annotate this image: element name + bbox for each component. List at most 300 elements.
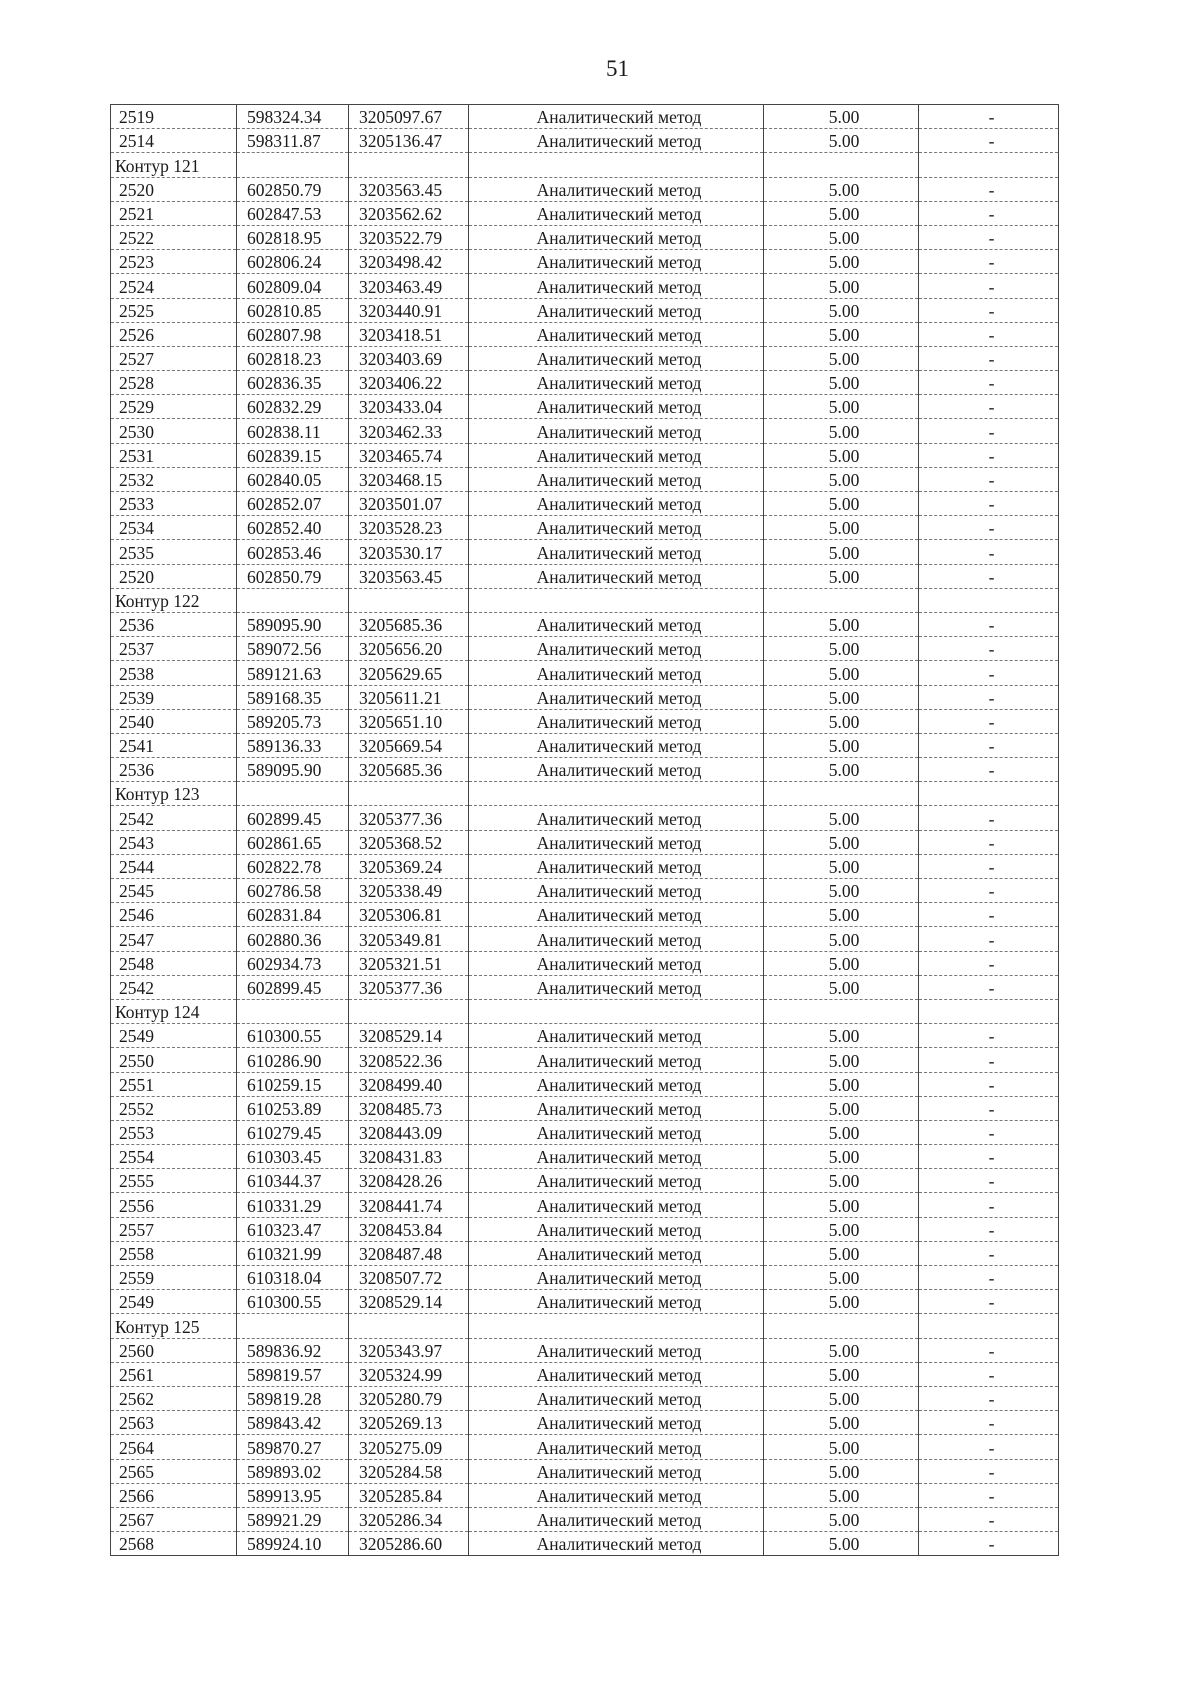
accuracy-cell: 5.00	[764, 854, 919, 878]
extra-cell: -	[919, 709, 1059, 733]
method-cell: Аналитический метод	[469, 492, 764, 516]
x-coordinate: 602832.29	[237, 395, 349, 419]
x-coordinate: 589121.63	[237, 661, 349, 685]
accuracy-cell: 5.00	[764, 1507, 919, 1531]
y-coordinate: 3208441.74	[349, 1193, 469, 1217]
extra-cell: -	[919, 951, 1059, 975]
method-cell: Аналитический метод	[469, 443, 764, 467]
y-coordinate: 3205669.54	[349, 733, 469, 757]
method-cell: Аналитический метод	[469, 225, 764, 249]
method-cell: Аналитический метод	[469, 1072, 764, 1096]
table-row	[111, 1145, 1059, 1169]
accuracy-cell: 5.00	[764, 1483, 919, 1507]
x-coordinate: 602861.65	[237, 830, 349, 854]
accuracy-cell: 5.00	[764, 661, 919, 685]
x-coordinate: 602836.35	[237, 371, 349, 395]
accuracy-cell: 5.00	[764, 1120, 919, 1144]
x-coordinate: 602831.84	[237, 903, 349, 927]
x-coordinate: 589921.29	[237, 1507, 349, 1531]
x-coordinate: 602809.04	[237, 274, 349, 298]
empty-cell	[764, 999, 919, 1023]
y-coordinate: 3208507.72	[349, 1266, 469, 1290]
extra-cell: -	[919, 1048, 1059, 1072]
point-number: 2525	[111, 298, 237, 322]
extra-cell: -	[919, 806, 1059, 830]
empty-cell	[919, 588, 1059, 612]
x-coordinate: 602786.58	[237, 879, 349, 903]
table-row	[111, 1435, 1059, 1459]
accuracy-cell: 5.00	[764, 951, 919, 975]
table-row	[111, 806, 1059, 830]
accuracy-cell: 5.00	[764, 467, 919, 491]
x-coordinate: 589870.27	[237, 1435, 349, 1459]
y-coordinate: 3205338.49	[349, 879, 469, 903]
x-coordinate: 610279.45	[237, 1120, 349, 1144]
x-coordinate: 589893.02	[237, 1459, 349, 1483]
x-coordinate: 602839.15	[237, 443, 349, 467]
extra-cell: -	[919, 298, 1059, 322]
extra-cell: -	[919, 419, 1059, 443]
extra-cell: -	[919, 685, 1059, 709]
x-coordinate: 589819.57	[237, 1362, 349, 1386]
x-coordinate: 602850.79	[237, 564, 349, 588]
accuracy-cell: 5.00	[764, 806, 919, 830]
x-coordinate: 610300.55	[237, 1290, 349, 1314]
point-number: 2536	[111, 612, 237, 636]
y-coordinate: 3205285.84	[349, 1483, 469, 1507]
table-row	[111, 1386, 1059, 1410]
table-row	[111, 1532, 1059, 1556]
method-cell: Аналитический метод	[469, 274, 764, 298]
method-cell: Аналитический метод	[469, 177, 764, 201]
x-coordinate: 610259.15	[237, 1072, 349, 1096]
method-cell: Аналитический метод	[469, 637, 764, 661]
accuracy-cell: 5.00	[764, 733, 919, 757]
point-number: 2542	[111, 975, 237, 999]
extra-cell: -	[919, 612, 1059, 636]
y-coordinate: 3205343.97	[349, 1338, 469, 1362]
y-coordinate: 3203530.17	[349, 540, 469, 564]
accuracy-cell: 5.00	[764, 1241, 919, 1265]
accuracy-cell: 5.00	[764, 1290, 919, 1314]
x-coordinate: 602807.98	[237, 322, 349, 346]
y-coordinate: 3205321.51	[349, 951, 469, 975]
empty-cell	[349, 153, 469, 177]
point-number: 2539	[111, 685, 237, 709]
point-number: 2550	[111, 1048, 237, 1072]
point-number: 2527	[111, 346, 237, 370]
point-number: 2542	[111, 806, 237, 830]
x-coordinate: 602818.23	[237, 346, 349, 370]
table-row	[111, 1169, 1059, 1193]
contour-name: Контур 121	[111, 153, 237, 177]
point-number: 2544	[111, 854, 237, 878]
x-coordinate: 589095.90	[237, 758, 349, 782]
table-row	[111, 1266, 1059, 1290]
y-coordinate: 3205306.81	[349, 903, 469, 927]
method-cell: Аналитический метод	[469, 516, 764, 540]
method-cell: Аналитический метод	[469, 975, 764, 999]
table-row	[111, 830, 1059, 854]
method-cell: Аналитический метод	[469, 1145, 764, 1169]
y-coordinate: 3205349.81	[349, 927, 469, 951]
method-cell: Аналитический метод	[469, 1507, 764, 1531]
point-number: 2559	[111, 1266, 237, 1290]
method-cell: Аналитический метод	[469, 1386, 764, 1410]
y-coordinate: 3203468.15	[349, 467, 469, 491]
table-row	[111, 1362, 1059, 1386]
accuracy-cell: 5.00	[764, 1096, 919, 1120]
x-coordinate: 610300.55	[237, 1024, 349, 1048]
y-coordinate: 3208453.84	[349, 1217, 469, 1241]
method-cell: Аналитический метод	[469, 1483, 764, 1507]
empty-cell	[237, 999, 349, 1023]
contour-name: Контур 125	[111, 1314, 237, 1338]
point-number: 2562	[111, 1386, 237, 1410]
empty-cell	[349, 588, 469, 612]
x-coordinate: 598324.34	[237, 105, 349, 129]
extra-cell: -	[919, 637, 1059, 661]
x-coordinate: 602899.45	[237, 975, 349, 999]
y-coordinate: 3208487.48	[349, 1241, 469, 1265]
x-coordinate: 602810.85	[237, 298, 349, 322]
point-number: 2520	[111, 177, 237, 201]
method-cell: Аналитический метод	[469, 1024, 764, 1048]
y-coordinate: 3203440.91	[349, 298, 469, 322]
y-coordinate: 3208431.83	[349, 1145, 469, 1169]
table-row	[111, 661, 1059, 685]
contour-name: Контур 122	[111, 588, 237, 612]
table-row	[111, 1120, 1059, 1144]
point-number: 2556	[111, 1193, 237, 1217]
x-coordinate: 610323.47	[237, 1217, 349, 1241]
point-number: 2563	[111, 1411, 237, 1435]
point-number: 2566	[111, 1483, 237, 1507]
table-row	[111, 1096, 1059, 1120]
accuracy-cell: 5.00	[764, 709, 919, 733]
contour-header-row	[111, 1314, 1059, 1338]
extra-cell: -	[919, 105, 1059, 129]
x-coordinate: 610344.37	[237, 1169, 349, 1193]
extra-cell: -	[919, 177, 1059, 201]
accuracy-cell: 5.00	[764, 1145, 919, 1169]
empty-cell	[764, 782, 919, 806]
y-coordinate: 3205286.34	[349, 1507, 469, 1531]
table-row	[111, 1024, 1059, 1048]
y-coordinate: 3203406.22	[349, 371, 469, 395]
extra-cell: -	[919, 879, 1059, 903]
table-row	[111, 1459, 1059, 1483]
y-coordinate: 3205368.52	[349, 830, 469, 854]
method-cell: Аналитический метод	[469, 1435, 764, 1459]
point-number: 2568	[111, 1532, 237, 1556]
accuracy-cell: 5.00	[764, 395, 919, 419]
extra-cell: -	[919, 1024, 1059, 1048]
y-coordinate: 3203562.62	[349, 201, 469, 225]
point-number: 2533	[111, 492, 237, 516]
extra-cell: -	[919, 564, 1059, 588]
method-cell: Аналитический метод	[469, 612, 764, 636]
x-coordinate: 602852.40	[237, 516, 349, 540]
x-coordinate: 589205.73	[237, 709, 349, 733]
x-coordinate: 589095.90	[237, 612, 349, 636]
empty-cell	[764, 1314, 919, 1338]
point-number: 2538	[111, 661, 237, 685]
x-coordinate: 598311.87	[237, 129, 349, 153]
extra-cell: -	[919, 1290, 1059, 1314]
extra-cell: -	[919, 927, 1059, 951]
table-row	[111, 346, 1059, 370]
x-coordinate: 602852.07	[237, 492, 349, 516]
table-row	[111, 733, 1059, 757]
x-coordinate: 602850.79	[237, 177, 349, 201]
accuracy-cell: 5.00	[764, 201, 919, 225]
table-row	[111, 1290, 1059, 1314]
y-coordinate: 3205611.21	[349, 685, 469, 709]
table-row	[111, 225, 1059, 249]
accuracy-cell: 5.00	[764, 1362, 919, 1386]
point-number: 2540	[111, 709, 237, 733]
accuracy-cell: 5.00	[764, 903, 919, 927]
extra-cell: -	[919, 467, 1059, 491]
empty-cell	[469, 153, 764, 177]
point-number: 2535	[111, 540, 237, 564]
extra-cell: -	[919, 250, 1059, 274]
method-cell: Аналитический метод	[469, 709, 764, 733]
accuracy-cell: 5.00	[764, 1266, 919, 1290]
extra-cell: -	[919, 1266, 1059, 1290]
y-coordinate: 3205651.10	[349, 709, 469, 733]
extra-cell: -	[919, 661, 1059, 685]
point-number: 2549	[111, 1290, 237, 1314]
method-cell: Аналитический метод	[469, 250, 764, 274]
point-number: 2536	[111, 758, 237, 782]
method-cell: Аналитический метод	[469, 1532, 764, 1556]
point-number: 2557	[111, 1217, 237, 1241]
method-cell: Аналитический метод	[469, 1217, 764, 1241]
y-coordinate: 3208485.73	[349, 1096, 469, 1120]
point-number: 2564	[111, 1435, 237, 1459]
method-cell: Аналитический метод	[469, 830, 764, 854]
point-number: 2565	[111, 1459, 237, 1483]
empty-cell	[349, 1314, 469, 1338]
point-number: 2514	[111, 129, 237, 153]
method-cell: Аналитический метод	[469, 1241, 764, 1265]
x-coordinate: 589168.35	[237, 685, 349, 709]
contour-name: Контур 124	[111, 999, 237, 1023]
table-row	[111, 492, 1059, 516]
y-coordinate: 3205629.65	[349, 661, 469, 685]
y-coordinate: 3203463.49	[349, 274, 469, 298]
extra-cell: -	[919, 903, 1059, 927]
accuracy-cell: 5.00	[764, 419, 919, 443]
extra-cell: -	[919, 322, 1059, 346]
point-number: 2530	[111, 419, 237, 443]
page-number: 51	[606, 56, 629, 81]
accuracy-cell: 5.00	[764, 1411, 919, 1435]
extra-cell: -	[919, 516, 1059, 540]
table-row	[111, 927, 1059, 951]
extra-cell: -	[919, 129, 1059, 153]
extra-cell: -	[919, 1217, 1059, 1241]
table-row	[111, 129, 1059, 153]
coordinates-table	[110, 104, 1059, 1556]
point-number: 2531	[111, 443, 237, 467]
method-cell: Аналитический метод	[469, 298, 764, 322]
accuracy-cell: 5.00	[764, 1193, 919, 1217]
point-number: 2551	[111, 1072, 237, 1096]
x-coordinate: 610253.89	[237, 1096, 349, 1120]
y-coordinate: 3203462.33	[349, 419, 469, 443]
y-coordinate: 3205280.79	[349, 1386, 469, 1410]
point-number: 2560	[111, 1338, 237, 1362]
method-cell: Аналитический метод	[469, 661, 764, 685]
table-row	[111, 1411, 1059, 1435]
empty-cell	[469, 588, 764, 612]
y-coordinate: 3203528.23	[349, 516, 469, 540]
x-coordinate: 602899.45	[237, 806, 349, 830]
point-number: 2541	[111, 733, 237, 757]
method-cell: Аналитический метод	[469, 467, 764, 491]
extra-cell: -	[919, 1120, 1059, 1144]
table-row	[111, 758, 1059, 782]
y-coordinate: 3203522.79	[349, 225, 469, 249]
extra-cell: -	[919, 492, 1059, 516]
table-row	[111, 419, 1059, 443]
y-coordinate: 3205685.36	[349, 612, 469, 636]
y-coordinate: 3205377.36	[349, 975, 469, 999]
empty-cell	[237, 153, 349, 177]
point-number: 2552	[111, 1096, 237, 1120]
table-row	[111, 1241, 1059, 1265]
y-coordinate: 3205284.58	[349, 1459, 469, 1483]
method-cell: Аналитический метод	[469, 129, 764, 153]
empty-cell	[237, 588, 349, 612]
point-number: 2532	[111, 467, 237, 491]
extra-cell: -	[919, 1459, 1059, 1483]
extra-cell: -	[919, 346, 1059, 370]
accuracy-cell: 5.00	[764, 105, 919, 129]
point-number: 2519	[111, 105, 237, 129]
table-row	[111, 1048, 1059, 1072]
point-number: 2523	[111, 250, 237, 274]
table-row	[111, 443, 1059, 467]
extra-cell: -	[919, 1096, 1059, 1120]
table-row	[111, 903, 1059, 927]
accuracy-cell: 5.00	[764, 274, 919, 298]
table-row	[111, 975, 1059, 999]
y-coordinate: 3205269.13	[349, 1411, 469, 1435]
method-cell: Аналитический метод	[469, 1338, 764, 1362]
contour-header-row	[111, 782, 1059, 806]
accuracy-cell: 5.00	[764, 1435, 919, 1459]
extra-cell: -	[919, 1483, 1059, 1507]
x-coordinate: 589819.28	[237, 1386, 349, 1410]
x-coordinate: 589072.56	[237, 637, 349, 661]
point-number: 2529	[111, 395, 237, 419]
extra-cell: -	[919, 1507, 1059, 1531]
method-cell: Аналитический метод	[469, 1048, 764, 1072]
accuracy-cell: 5.00	[764, 1217, 919, 1241]
method-cell: Аналитический метод	[469, 1290, 764, 1314]
contour-header-row	[111, 999, 1059, 1023]
point-number: 2543	[111, 830, 237, 854]
y-coordinate: 3208428.26	[349, 1169, 469, 1193]
table-row	[111, 709, 1059, 733]
y-coordinate: 3203563.45	[349, 564, 469, 588]
y-coordinate: 3203418.51	[349, 322, 469, 346]
method-cell: Аналитический метод	[469, 1193, 764, 1217]
extra-cell: -	[919, 1411, 1059, 1435]
y-coordinate: 3205685.36	[349, 758, 469, 782]
method-cell: Аналитический метод	[469, 806, 764, 830]
x-coordinate: 610321.99	[237, 1241, 349, 1265]
method-cell: Аналитический метод	[469, 419, 764, 443]
table-row	[111, 177, 1059, 201]
extra-cell: -	[919, 274, 1059, 298]
y-coordinate: 3205286.60	[349, 1532, 469, 1556]
point-number: 2561	[111, 1362, 237, 1386]
y-coordinate: 3205275.09	[349, 1435, 469, 1459]
x-coordinate: 602934.73	[237, 951, 349, 975]
method-cell: Аналитический метод	[469, 564, 764, 588]
accuracy-cell: 5.00	[764, 371, 919, 395]
point-number: 2567	[111, 1507, 237, 1531]
table-row	[111, 201, 1059, 225]
x-coordinate: 602838.11	[237, 419, 349, 443]
extra-cell: -	[919, 1169, 1059, 1193]
accuracy-cell: 5.00	[764, 1024, 919, 1048]
method-cell: Аналитический метод	[469, 903, 764, 927]
extra-cell: -	[919, 1386, 1059, 1410]
method-cell: Аналитический метод	[469, 879, 764, 903]
accuracy-cell: 5.00	[764, 637, 919, 661]
y-coordinate: 3205656.20	[349, 637, 469, 661]
accuracy-cell: 5.00	[764, 830, 919, 854]
table-row	[111, 1507, 1059, 1531]
accuracy-cell: 5.00	[764, 346, 919, 370]
y-coordinate: 3208499.40	[349, 1072, 469, 1096]
point-number: 2555	[111, 1169, 237, 1193]
contour-name: Контур 123	[111, 782, 237, 806]
empty-cell	[469, 782, 764, 806]
table-row	[111, 540, 1059, 564]
x-coordinate: 610318.04	[237, 1266, 349, 1290]
y-coordinate: 3203498.42	[349, 250, 469, 274]
y-coordinate: 3208443.09	[349, 1120, 469, 1144]
empty-cell	[764, 588, 919, 612]
y-coordinate: 3205324.99	[349, 1362, 469, 1386]
table-row	[111, 371, 1059, 395]
accuracy-cell: 5.00	[764, 1532, 919, 1556]
extra-cell: -	[919, 201, 1059, 225]
empty-cell	[764, 153, 919, 177]
table-row	[111, 637, 1059, 661]
accuracy-cell: 5.00	[764, 1386, 919, 1410]
method-cell: Аналитический метод	[469, 854, 764, 878]
x-coordinate: 602840.05	[237, 467, 349, 491]
method-cell: Аналитический метод	[469, 758, 764, 782]
accuracy-cell: 5.00	[764, 879, 919, 903]
x-coordinate: 610286.90	[237, 1048, 349, 1072]
extra-cell: -	[919, 1193, 1059, 1217]
accuracy-cell: 5.00	[764, 975, 919, 999]
accuracy-cell: 5.00	[764, 322, 919, 346]
point-number: 2528	[111, 371, 237, 395]
x-coordinate: 602806.24	[237, 250, 349, 274]
extra-cell: -	[919, 1338, 1059, 1362]
table-row	[111, 274, 1059, 298]
